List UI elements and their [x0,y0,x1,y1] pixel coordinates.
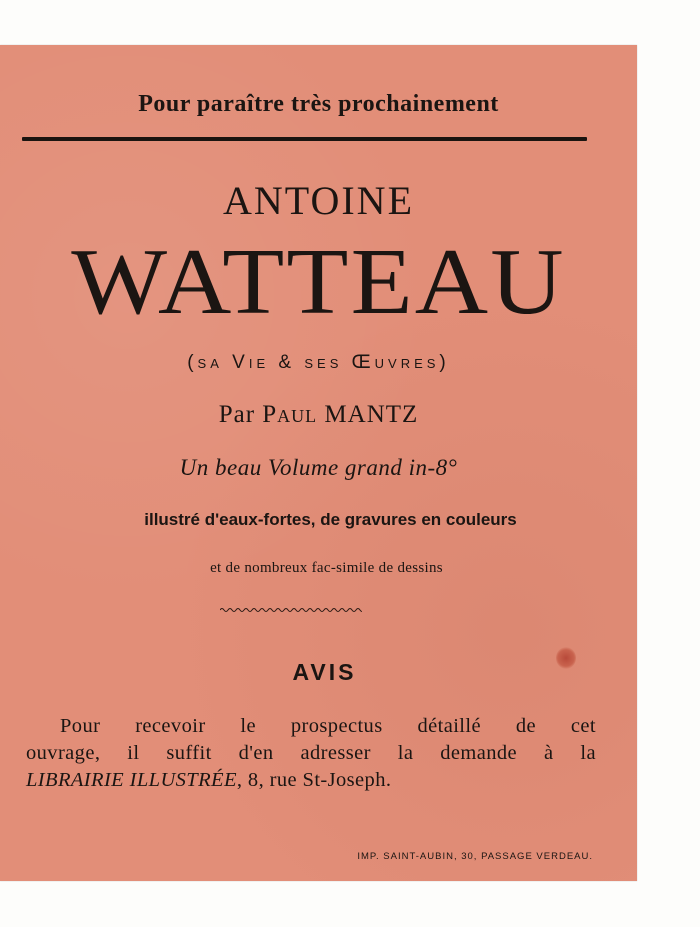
notice-text [26,713,596,794]
wavy-ornament [220,606,362,614]
facsimile-description: et de nombreux fac-simile de dessins [210,560,443,576]
author-last-name: MANTZ [324,401,419,428]
illustration-description: illustré d'eaux-fortes, de gravures en couleurs [144,510,517,529]
notice-title: AVIS [292,659,357,685]
author-line [0,401,637,429]
notice-line-2: ouvrage, il suffit d'en adresser la demande à la [26,742,596,764]
heading-rule [22,137,587,141]
poster-sheet [0,45,637,881]
book-subtitle: (sa Vie & ses Œuvres) [187,352,450,373]
author-first-name: Paul [262,401,318,428]
artist-first-name: ANTOINE [222,178,414,223]
printer-imprint: IMP. SAINT-AUBIN, 30, PASSAGE VERDEAU. [357,851,593,862]
announcement-heading: Pour paraître très prochainement [138,91,499,117]
publisher-name: LIBRAIRIE ILLUSTRÉE [26,769,237,791]
volume-description: Un beau Volume grand in-8° [179,455,458,480]
notice-line-3 [26,767,596,794]
artist-surname: WATTEAU [71,230,566,334]
paper-stain [556,647,576,669]
notice-line-1: Pour recevoir le prospectus détaillé de cet [60,715,596,737]
publisher-address: , 8, rue St-Joseph. [236,769,392,791]
author-prefix: Par [218,401,256,428]
